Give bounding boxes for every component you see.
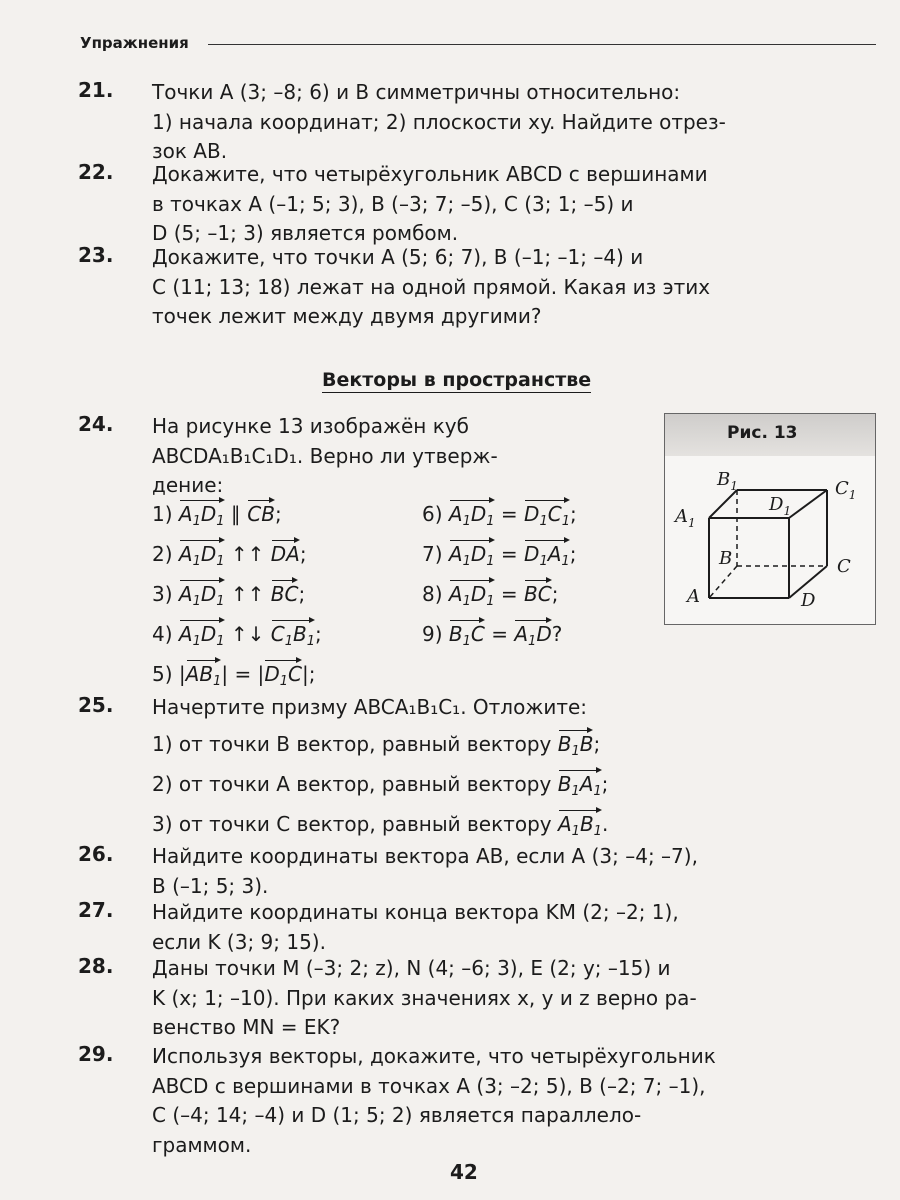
header-rule xyxy=(208,44,876,45)
exercise-number: 27. xyxy=(78,898,114,922)
page-number: 42 xyxy=(450,1160,478,1184)
vector: CB xyxy=(247,502,275,526)
text-line: Точки A (3; –8; 6) и B симметричны относительно: xyxy=(152,80,681,104)
label-A1: $A_1$ xyxy=(675,506,696,530)
label-C1: $C_1$ xyxy=(835,478,857,502)
vector: BC xyxy=(524,582,552,606)
label-D: D xyxy=(801,590,816,611)
vector: $C_1B_1$ xyxy=(270,622,316,649)
item-text: 1) от точки B вектор, равный вектору xyxy=(152,732,552,756)
item-label: 2) xyxy=(152,542,173,566)
vector: $D_1C_1$ xyxy=(524,502,570,529)
item-label: 4) xyxy=(152,622,173,646)
item-2: 2) $A_1D_1$ ↑↑ DA; xyxy=(152,542,307,569)
vector: $AB_1$ xyxy=(185,662,222,689)
item-3: 3) от точки C вектор, равный вектору $A_1B_1$. xyxy=(152,812,609,839)
exercise-number: 21. xyxy=(78,78,114,102)
relation: = xyxy=(234,662,252,686)
text-line: Даны точки M (–3; 2; z), N (4; –6; 3), E (2; y; –15) и xyxy=(152,956,671,980)
text-line: Начертите призму ABCA₁B₁C₁. Отложите: xyxy=(152,695,588,719)
vector: $A_1D_1$ xyxy=(178,502,225,529)
relation: ↑↑ xyxy=(230,542,265,566)
text-line: граммом. xyxy=(152,1132,252,1157)
item-label: 7) xyxy=(422,542,443,566)
item-9: 9) $B_1C = A_1D$? xyxy=(422,622,563,649)
vector: $B_1A_1$ xyxy=(557,772,602,799)
exercise-text xyxy=(152,898,874,957)
text-line: ABCD с вершинами в точках A (3; –2; 5), B (–2; 7; –1), xyxy=(152,1073,706,1098)
exercise-text xyxy=(152,693,874,723)
item-text: 2) от точки A вектор, равный вектору xyxy=(152,772,552,796)
text-line: Найдите координаты конца вектора KM (2; –2; 1), xyxy=(152,900,679,924)
label-B: B xyxy=(719,548,733,569)
text-line: в точках A (–1; 5; 3), B (–3; 7; –5), C (3; 1; –5) и xyxy=(152,191,634,216)
text-line: ABCDA₁B₁C₁D₁. Верно ли утверж- xyxy=(152,443,498,468)
exercise-text xyxy=(152,160,874,249)
section-title: Векторы в пространстве xyxy=(322,369,592,391)
text-line: если K (3; 9; 15). xyxy=(152,929,326,954)
cube-edge xyxy=(789,490,827,518)
item-label: 9) xyxy=(422,622,443,646)
vector: BC xyxy=(270,582,299,606)
page-header xyxy=(80,34,876,54)
exercise-text xyxy=(152,842,874,901)
vector: $A_1D_1$ xyxy=(448,582,495,609)
item-7: 7) $A_1D_1 = D_1A_1$; xyxy=(422,542,577,569)
label-B1: $B_1$ xyxy=(717,469,738,493)
label-C: C xyxy=(837,556,851,577)
item-6: 6) $A_1D_1 = D_1C_1$; xyxy=(422,502,577,529)
cube-drawing xyxy=(665,414,875,624)
item-label: 1) xyxy=(152,502,173,526)
text-line: дение: xyxy=(152,473,224,497)
text-line: D (5; –1; 3) является ромбом. xyxy=(152,221,459,245)
relation: = xyxy=(500,582,518,606)
text-line: На рисунке 13 изображён куб xyxy=(152,414,469,438)
text-line: зок AB. xyxy=(152,139,228,163)
text-line: C (11; 13; 18) лежат на одной прямой. Какая из этих xyxy=(152,274,711,299)
item-1: 1) $A_1D_1$ ∥ CB; xyxy=(152,502,282,529)
header-title: Упражнения xyxy=(80,34,189,52)
label-A: A xyxy=(687,586,700,607)
vector: $A_1D_1$ xyxy=(178,582,225,609)
exercise-number: 28. xyxy=(78,954,114,978)
vector: $A_1D_1$ xyxy=(178,622,225,649)
vector: $B_1B$ xyxy=(557,732,594,759)
item-label: 8) xyxy=(422,582,443,606)
vector: $B_1C$ xyxy=(448,622,485,649)
exercise-number: 26. xyxy=(78,842,114,866)
text-line: B (–1; 5; 3). xyxy=(152,873,269,898)
vector: $D_1A_1$ xyxy=(524,542,570,569)
vector: $A_1B_1$ xyxy=(557,812,602,839)
exercise-text xyxy=(152,243,874,332)
exercise-text xyxy=(152,1042,874,1160)
exercise-number: 24. xyxy=(78,412,114,436)
vector: $A_1D$ xyxy=(514,622,552,649)
vector: DA xyxy=(270,542,300,566)
exercise-text xyxy=(152,954,874,1043)
item-5: 5) $|AB_1| = |D_1C|$; xyxy=(152,662,316,689)
label-D1: $D_1$ xyxy=(769,494,792,518)
exercise-number: 22. xyxy=(78,160,114,184)
item-8: 8) $A_1D_1$ = BC; xyxy=(422,582,559,609)
cube-edge xyxy=(709,490,737,518)
figure-13 xyxy=(664,413,876,625)
vector: $A_1D_1$ xyxy=(178,542,225,569)
item-label: 5) xyxy=(152,662,173,686)
exercise-text xyxy=(152,78,874,167)
relation: ↑↑ xyxy=(230,582,265,606)
exercise-number: 29. xyxy=(78,1042,114,1066)
figure-title: Рис. 13 xyxy=(727,423,798,443)
item-2: 2) от точки A вектор, равный вектору $B_1A_1$; xyxy=(152,772,609,799)
text-line: K (x; 1; –10). При каких значениях x, y и z верно ра- xyxy=(152,985,697,1010)
relation: ∥ xyxy=(230,502,241,526)
hidden-edge xyxy=(709,566,737,598)
text-line: Найдите координаты вектора AB, если A (3; –4; –7), xyxy=(152,844,698,868)
exercise-number: 25. xyxy=(78,693,114,717)
text-line: Докажите, что точки A (5; 6; 7), B (–1; –1; –4) и xyxy=(152,245,644,269)
item-label: 3) xyxy=(152,582,173,606)
vector: $A_1D_1$ xyxy=(448,502,495,529)
exercise-text xyxy=(152,412,632,501)
item-label: 6) xyxy=(422,502,443,526)
text-line: точек лежит между двумя другими? xyxy=(152,304,542,328)
item-3: 3) $A_1D_1$ ↑↑ BC; xyxy=(152,582,306,609)
text-line: Докажите, что четырёхугольник ABCD с вершинами xyxy=(152,162,708,186)
relation: ↑↓ xyxy=(230,622,265,646)
text-line: 1) начала координат; 2) плоскости xy. Найдите отрез- xyxy=(152,109,726,134)
text-line: венство MN = EK? xyxy=(152,1015,341,1039)
vector: $D_1C$ xyxy=(264,662,302,689)
item-4: 4) $A_1D_1$ ↑↓ $C_1B_1$; xyxy=(152,622,322,649)
exercise-number: 23. xyxy=(78,243,114,267)
item-text: 3) от точки C вектор, равный вектору xyxy=(152,812,552,836)
relation: = xyxy=(500,542,518,566)
item-1: 1) от точки B вектор, равный вектору $B_1B$; xyxy=(152,732,601,759)
text-line: C (–4; 14; –4) и D (1; 5; 2) является параллело- xyxy=(152,1103,642,1127)
relation: = xyxy=(491,622,508,646)
vector: $A_1D_1$ xyxy=(448,542,495,569)
text-line: Используя векторы, докажите, что четырёхугольник xyxy=(152,1044,716,1068)
relation: = xyxy=(500,502,518,526)
